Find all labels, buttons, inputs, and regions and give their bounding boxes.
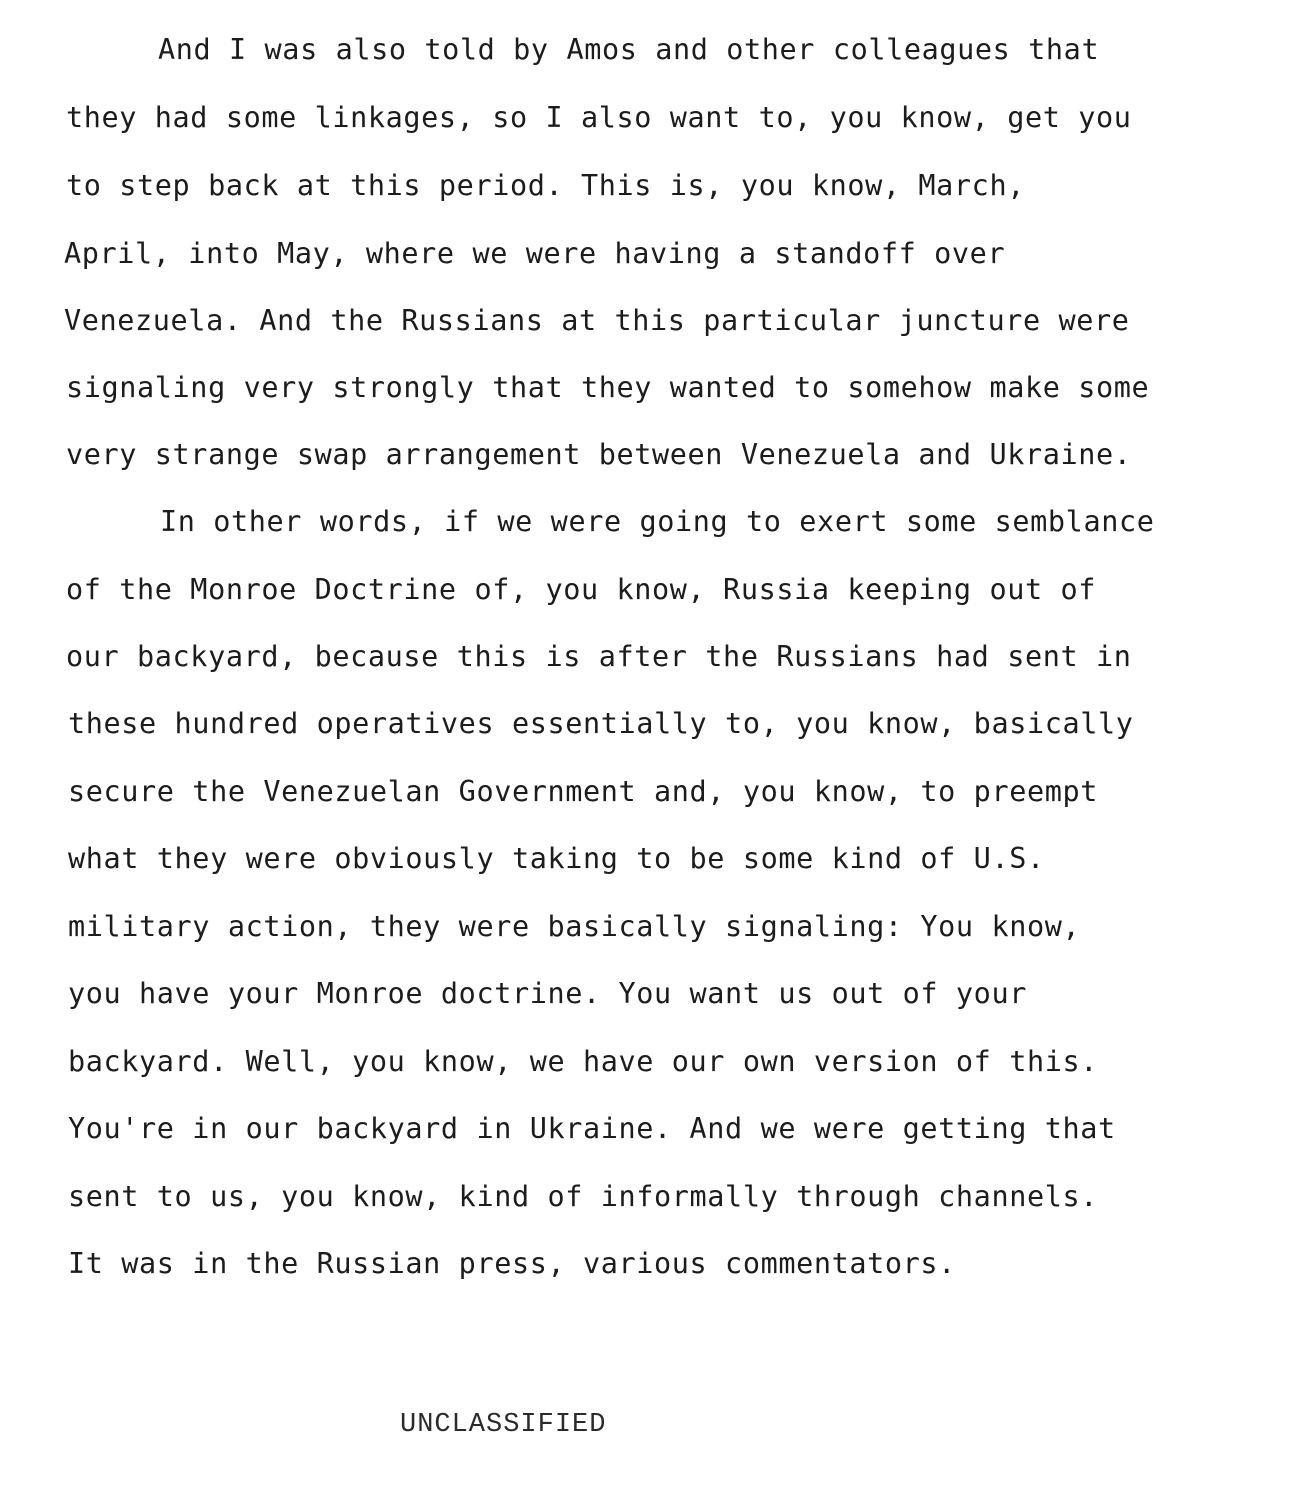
text-line-1: And I was also told by Amos and other colleagues that xyxy=(158,33,1100,66)
text-line-10: our backyard, because this is after the Russians had sent in xyxy=(66,640,1132,673)
text-line-8: In other words, if we were going to exert some semblance xyxy=(160,505,1155,538)
text-line-13: what they were obviously taking to be some kind of U.S. xyxy=(68,842,1045,875)
text-line-15: you have your Monroe doctrine. You want us out of your xyxy=(68,977,1027,1010)
text-line-19: It was in the Russian press, various commentators. xyxy=(68,1247,956,1280)
text-line-12: secure the Venezuelan Government and, you know, to preempt xyxy=(68,775,1098,808)
text-line-7: very strange swap arrangement between Venezuela and Ukraine. xyxy=(66,438,1132,471)
text-line-9: of the Monroe Doctrine of, you know, Russia keeping out of xyxy=(66,573,1096,606)
text-line-18: sent to us, you know, kind of informally through channels. xyxy=(68,1180,1098,1213)
text-line-5: Venezuela. And the Russians at this particular juncture were xyxy=(64,304,1130,337)
text-line-11: these hundred operatives essentially to, you know, basically xyxy=(68,707,1134,740)
text-line-17: You're in our backyard in Ukraine. And we were getting that xyxy=(68,1112,1116,1145)
text-line-3: to step back at this period. This is, you know, March, xyxy=(66,169,1025,202)
text-line-2: they had some linkages, so I also want to, you know, get you xyxy=(66,101,1132,134)
classification-footer: UNCLASSIFIED xyxy=(400,1410,607,1440)
text-line-6: signaling very strongly that they wanted to somehow make some xyxy=(66,371,1150,404)
text-line-14: military action, they were basically signaling: You know, xyxy=(68,910,1081,943)
text-line-16: backyard. Well, you know, we have our own version of this. xyxy=(68,1045,1098,1078)
text-line-4: April, into May, where we were having a standoff over xyxy=(64,237,1006,270)
